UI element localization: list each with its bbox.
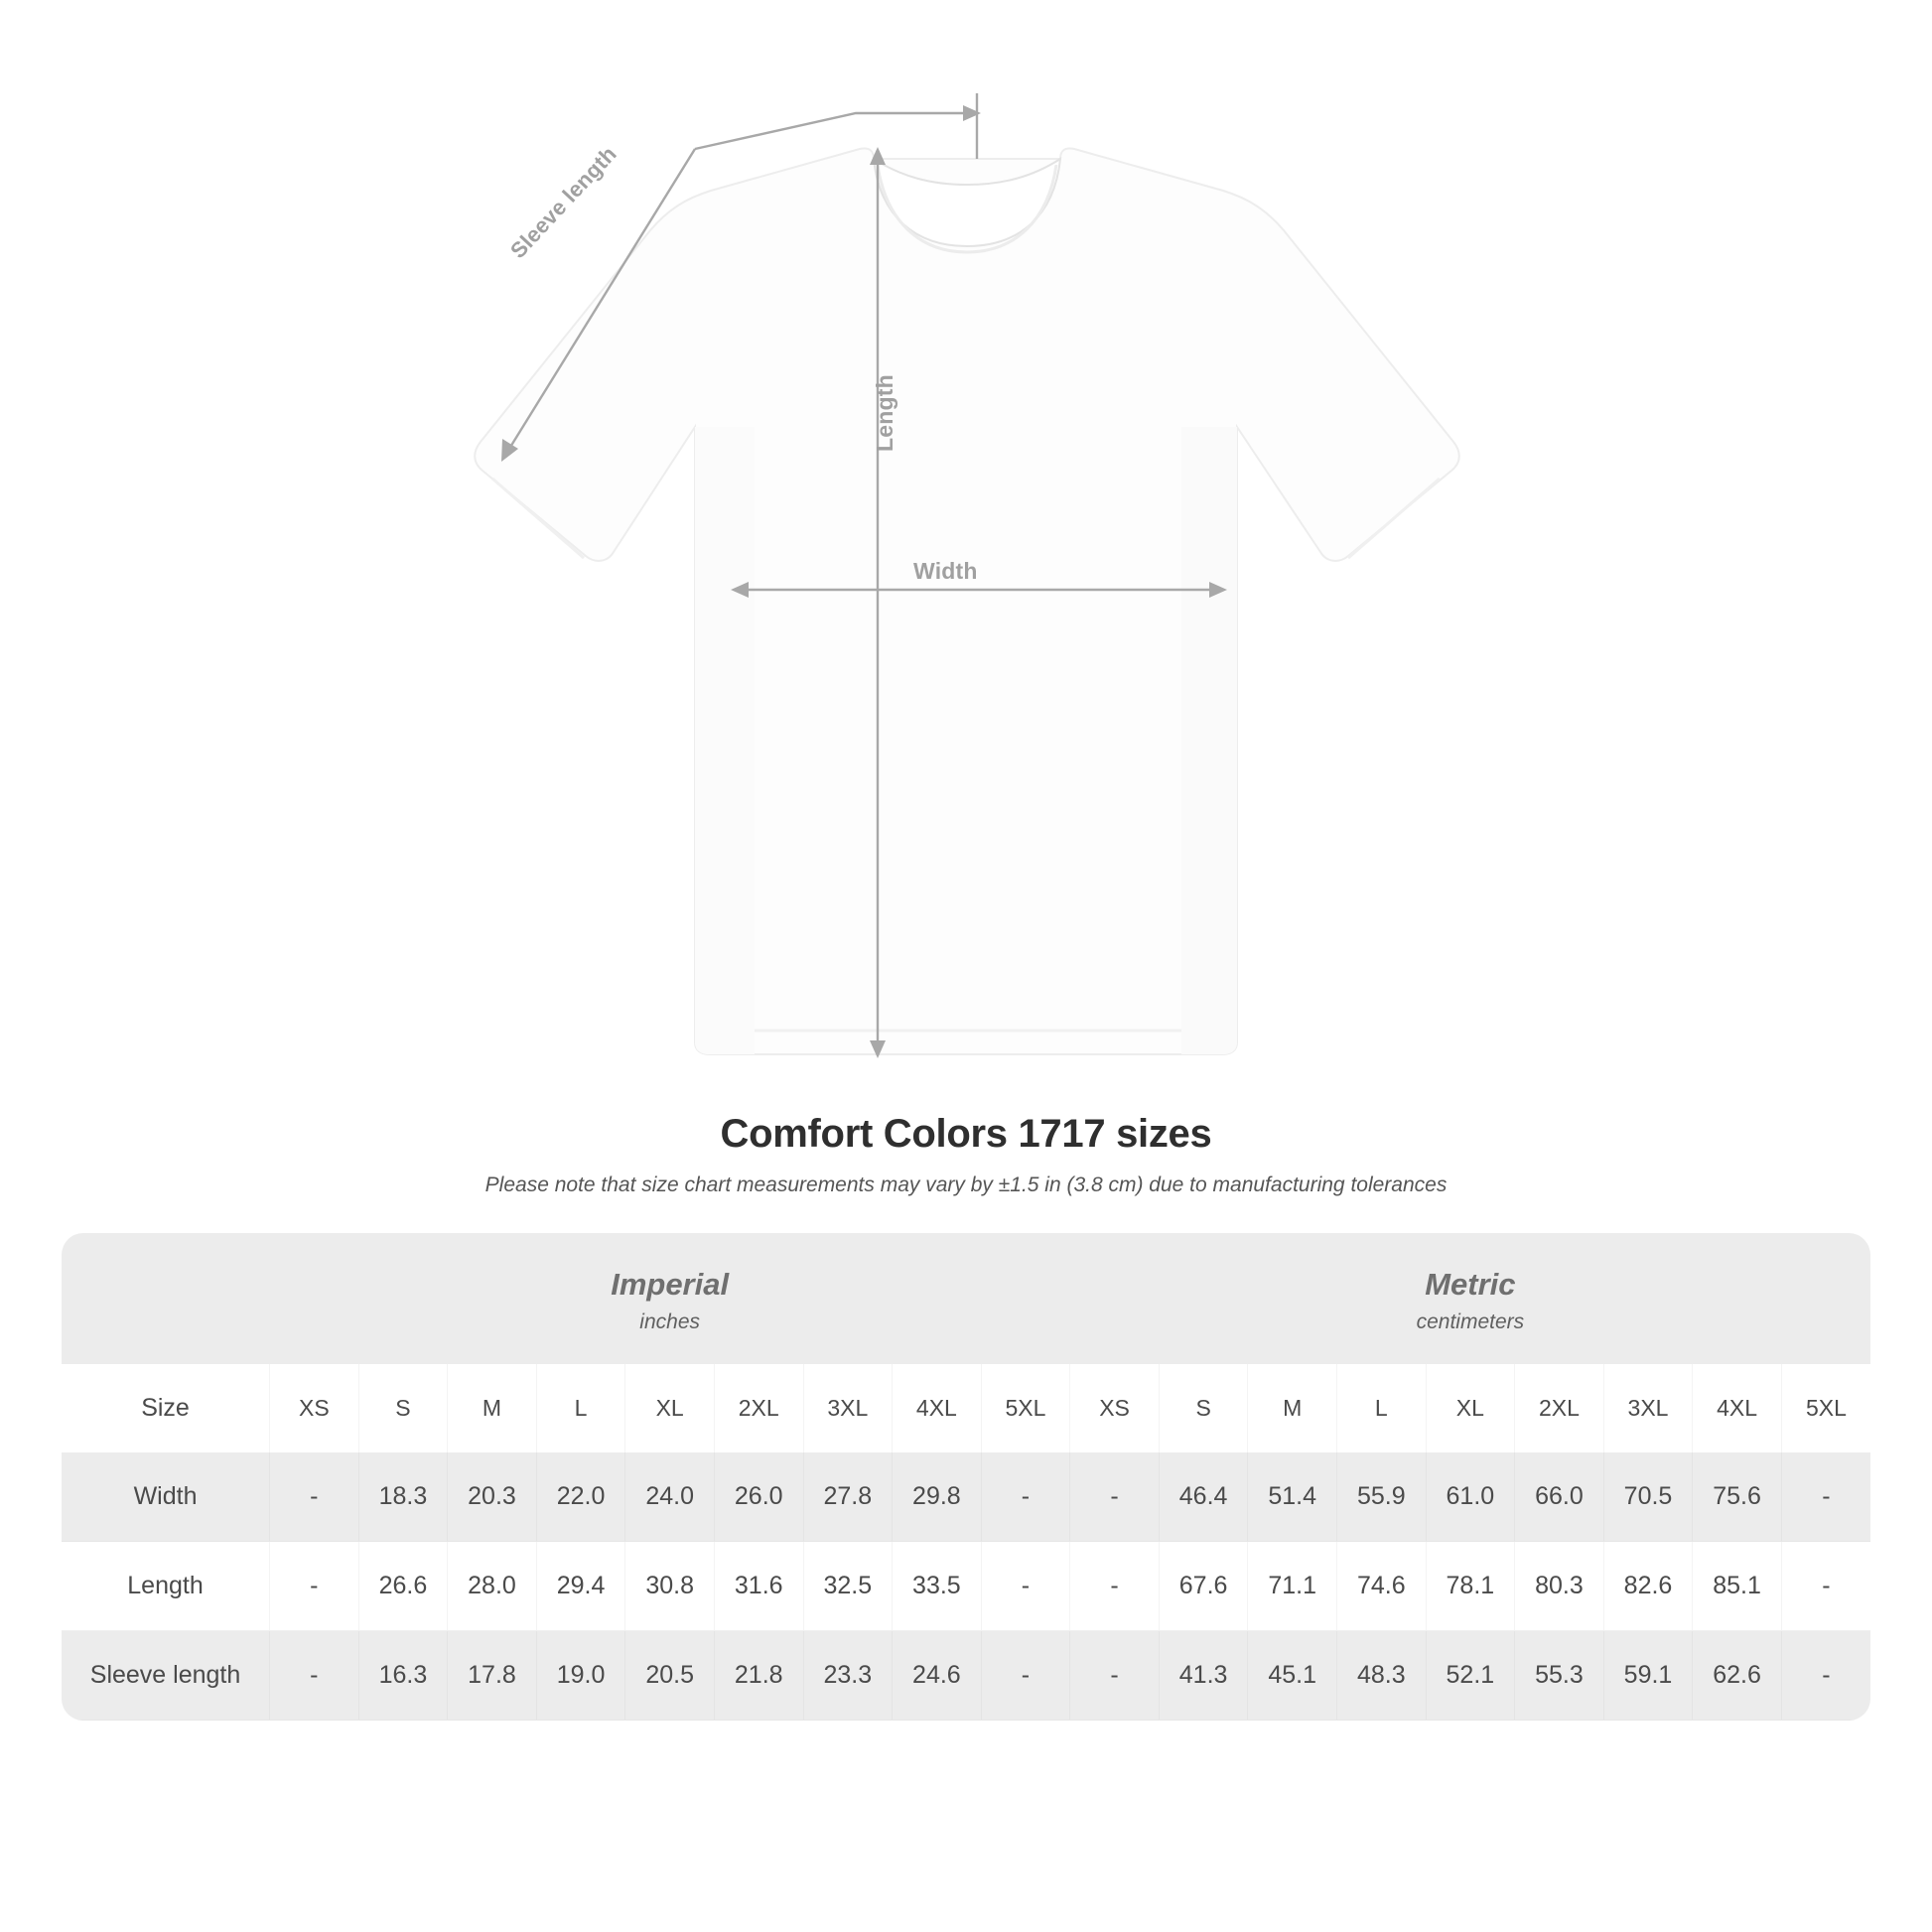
sleeve-imperial-m: 17.8 — [448, 1631, 537, 1721]
size-header-metric-xl: XL — [1426, 1364, 1515, 1452]
length-metric-2xl: 80.3 — [1515, 1542, 1604, 1631]
size-header-imperial-s: S — [358, 1364, 448, 1452]
width-metric-4xl: 75.6 — [1693, 1452, 1782, 1542]
width-metric-m: 51.4 — [1248, 1452, 1337, 1542]
size-chart-table-wrap — [62, 1233, 1870, 1721]
length-metric-s: 67.6 — [1159, 1542, 1248, 1631]
length-imperial-m: 28.0 — [448, 1542, 537, 1631]
unit-header-row — [62, 1233, 1870, 1364]
sleeve-length-dimension-label: Sleeve length — [505, 141, 621, 264]
length-metric-xs: - — [1070, 1542, 1160, 1631]
sleeve-imperial-xs: - — [270, 1631, 359, 1721]
size-header-imperial-m: M — [448, 1364, 537, 1452]
table-row-width — [62, 1452, 1870, 1542]
size-header-row — [62, 1364, 1870, 1452]
size-header-metric-4xl: 4XL — [1693, 1364, 1782, 1452]
length-metric-l: 74.6 — [1336, 1542, 1426, 1631]
tolerance-note: Please note that size chart measurements may vary by ±1.5 in (3.8 cm) due to manufacturing tolerances — [484, 1173, 1448, 1196]
size-header-metric-s: S — [1159, 1364, 1248, 1452]
imperial-unit-header — [270, 1233, 1070, 1364]
tshirt-shape — [475, 148, 1459, 1054]
size-chart-table — [62, 1233, 1870, 1721]
sleeve-imperial-2xl: 21.8 — [714, 1631, 803, 1721]
size-header-imperial-l: L — [536, 1364, 625, 1452]
sleeve-metric-3xl: 59.1 — [1603, 1631, 1693, 1721]
metric-unit-header — [1070, 1233, 1870, 1364]
size-header-metric-l: L — [1336, 1364, 1426, 1452]
size-header-imperial-4xl: 4XL — [893, 1364, 982, 1452]
sleeve-imperial-xl: 20.5 — [625, 1631, 715, 1721]
width-imperial-xs: - — [270, 1452, 359, 1542]
width-imperial-xl: 24.0 — [625, 1452, 715, 1542]
sleeve-metric-s: 41.3 — [1159, 1631, 1248, 1721]
length-imperial-5xl: - — [981, 1542, 1070, 1631]
sleeve-imperial-5xl: - — [981, 1631, 1070, 1721]
imperial-unit-sub: inches — [639, 1311, 700, 1333]
length-imperial-l: 29.4 — [536, 1542, 625, 1631]
sleeve-metric-m: 45.1 — [1248, 1631, 1337, 1721]
sleeve-imperial-4xl: 24.6 — [893, 1631, 982, 1721]
width-metric-xl: 61.0 — [1426, 1452, 1515, 1542]
length-imperial-2xl: 31.6 — [714, 1542, 803, 1631]
metric-unit-name: Metric — [1425, 1267, 1516, 1302]
width-imperial-s: 18.3 — [358, 1452, 448, 1542]
width-metric-s: 46.4 — [1159, 1452, 1248, 1542]
length-dimension-label: Length — [872, 374, 897, 452]
sleeve-metric-l: 48.3 — [1336, 1631, 1426, 1721]
width-imperial-m: 20.3 — [448, 1452, 537, 1542]
row-label-width: Width — [62, 1452, 270, 1542]
size-corner-label: Size — [62, 1364, 270, 1452]
width-imperial-4xl: 29.8 — [893, 1452, 982, 1542]
metric-unit-sub: centimeters — [1416, 1311, 1525, 1333]
width-imperial-5xl: - — [981, 1452, 1070, 1542]
unit-row-corner — [62, 1233, 270, 1364]
table-row-length — [62, 1542, 1870, 1631]
width-dimension-label: Width — [913, 558, 978, 584]
length-metric-3xl: 82.6 — [1603, 1542, 1693, 1631]
row-label-sleeve-length: Sleeve length — [62, 1631, 270, 1721]
title-block — [0, 1112, 1932, 1197]
width-metric-2xl: 66.0 — [1515, 1452, 1604, 1542]
size-header-metric-2xl: 2XL — [1515, 1364, 1604, 1452]
sleeve-metric-5xl: - — [1781, 1631, 1870, 1721]
size-header-imperial-xs: XS — [270, 1364, 359, 1452]
sleeve-metric-xl: 52.1 — [1426, 1631, 1515, 1721]
width-metric-l: 55.9 — [1336, 1452, 1426, 1542]
length-metric-5xl: - — [1781, 1542, 1870, 1631]
sleeve-imperial-3xl: 23.3 — [803, 1631, 893, 1721]
length-metric-4xl: 85.1 — [1693, 1542, 1782, 1631]
size-header-imperial-2xl: 2XL — [714, 1364, 803, 1452]
sleeve-imperial-s: 16.3 — [358, 1631, 448, 1721]
imperial-unit-name: Imperial — [611, 1267, 730, 1302]
table-row-sleeve-length — [62, 1631, 1870, 1721]
length-metric-xl: 78.1 — [1426, 1542, 1515, 1631]
size-header-imperial-xl: XL — [625, 1364, 715, 1452]
sleeve-imperial-l: 19.0 — [536, 1631, 625, 1721]
width-metric-3xl: 70.5 — [1603, 1452, 1693, 1542]
size-header-metric-xs: XS — [1070, 1364, 1160, 1452]
size-header-metric-3xl: 3XL — [1603, 1364, 1693, 1452]
size-header-imperial-3xl: 3XL — [803, 1364, 893, 1452]
width-metric-5xl: - — [1781, 1452, 1870, 1542]
page-title: Comfort Colors 1717 sizes — [720, 1112, 1212, 1156]
width-metric-xs: - — [1070, 1452, 1160, 1542]
length-imperial-xl: 30.8 — [625, 1542, 715, 1631]
length-imperial-3xl: 32.5 — [803, 1542, 893, 1631]
sleeve-metric-xs: - — [1070, 1631, 1160, 1721]
width-imperial-l: 22.0 — [536, 1452, 625, 1542]
length-imperial-4xl: 33.5 — [893, 1542, 982, 1631]
size-header-metric-m: M — [1248, 1364, 1337, 1452]
length-metric-m: 71.1 — [1248, 1542, 1337, 1631]
size-header-metric-5xl: 5XL — [1781, 1364, 1870, 1452]
width-imperial-2xl: 26.0 — [714, 1452, 803, 1542]
sleeve-metric-4xl: 62.6 — [1693, 1631, 1782, 1721]
length-imperial-xs: - — [270, 1542, 359, 1631]
width-imperial-3xl: 27.8 — [803, 1452, 893, 1542]
size-header-imperial-5xl: 5XL — [981, 1364, 1070, 1452]
length-imperial-s: 26.6 — [358, 1542, 448, 1631]
sleeve-metric-2xl: 55.3 — [1515, 1631, 1604, 1721]
row-label-length: Length — [62, 1542, 270, 1631]
